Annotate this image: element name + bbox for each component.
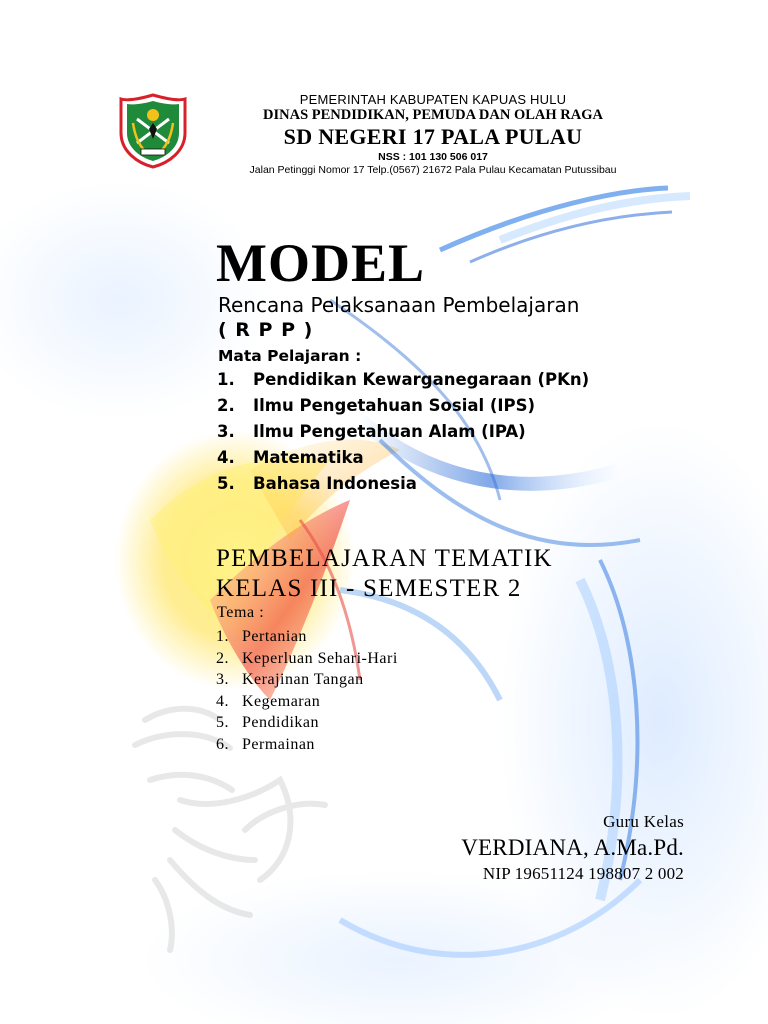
list-item bbox=[216, 712, 398, 734]
list-item-text: Pendidikan bbox=[242, 714, 319, 732]
list-item-text: Pertanian bbox=[242, 628, 307, 645]
cover-subtitle: Rencana Pelaksanaan Pembelajaran bbox=[218, 293, 580, 317]
list-item-number: 6. bbox=[216, 735, 229, 753]
thematic-heading-line2: KELAS III - SEMESTER 2 bbox=[216, 575, 522, 602]
subjects-label: Mata Pelajaran : bbox=[218, 347, 362, 365]
letterhead bbox=[200, 92, 666, 177]
themes-list bbox=[216, 626, 398, 756]
list-item bbox=[216, 734, 398, 756]
cover-title: MODEL bbox=[216, 233, 426, 293]
list-item-number: 3. bbox=[216, 671, 229, 689]
themes-label: Tema : bbox=[217, 604, 265, 621]
list-item-number: 2. bbox=[217, 396, 235, 415]
letterhead-department: DINAS PENDIDIKAN, PEMUDA DAN OLAH RAGA bbox=[263, 107, 603, 123]
list-item bbox=[217, 471, 589, 497]
list-item bbox=[216, 626, 398, 648]
list-item-number: 1. bbox=[216, 628, 229, 645]
list-item-number: 5. bbox=[216, 714, 229, 732]
list-item-number: 4. bbox=[217, 448, 235, 467]
letterhead-government: PEMERINTAH KABUPATEN KAPUAS HULU bbox=[299, 92, 567, 107]
list-item-text: Pendidikan Kewarganegaraan (PKn) bbox=[253, 370, 590, 389]
list-item bbox=[217, 367, 589, 393]
list-item-number: 1. bbox=[217, 370, 235, 389]
list-item-text: Bahasa Indonesia bbox=[253, 474, 417, 493]
teacher-block bbox=[461, 810, 684, 886]
teacher-role: Guru Kelas bbox=[603, 812, 684, 831]
list-item-text: Ilmu Pengetahuan Alam (IPA) bbox=[253, 422, 526, 441]
thematic-heading-line1: PEMBELAJARAN TEMATIK bbox=[216, 545, 553, 572]
letterhead-nss: NSS : 101 130 506 017 bbox=[378, 151, 488, 163]
list-item-text: Kerajinan Tangan bbox=[242, 671, 364, 689]
list-item-number: 4. bbox=[216, 692, 229, 710]
list-item-text: Matematika bbox=[253, 448, 364, 467]
subjects-list bbox=[217, 367, 589, 497]
list-item bbox=[216, 669, 398, 691]
list-item-text: Ilmu Pengetahuan Sosial (IPS) bbox=[253, 396, 536, 415]
letterhead-school-name: SD NEGERI 17 PALA PULAU bbox=[283, 124, 583, 149]
list-item-number: 3. bbox=[217, 422, 235, 441]
cover-abbreviation: ( R P P ) bbox=[218, 319, 314, 341]
list-item bbox=[217, 419, 589, 445]
list-item bbox=[216, 691, 398, 713]
list-item bbox=[216, 648, 398, 670]
kapuas-hulu-emblem-logo bbox=[119, 93, 187, 169]
teacher-name: VERDIANA, A.Ma.Pd. bbox=[461, 835, 684, 860]
letterhead-address: Jalan Petinggi Nomor 17 Telp.(0567) 21672 Pala Pulau Kecamatan Putussibau bbox=[249, 164, 617, 176]
list-item bbox=[217, 393, 589, 419]
list-item bbox=[217, 445, 589, 471]
list-item-number: 2. bbox=[216, 649, 229, 667]
list-item-number: 5. bbox=[217, 474, 235, 493]
list-item-text: Permainan bbox=[242, 735, 315, 753]
list-item-text: Keperluan Sehari-Hari bbox=[242, 649, 398, 667]
list-item-text: Kegemaran bbox=[242, 692, 321, 710]
teacher-nip: NIP 19651124 198807 2 002 bbox=[482, 864, 684, 883]
thematic-heading bbox=[216, 544, 553, 604]
